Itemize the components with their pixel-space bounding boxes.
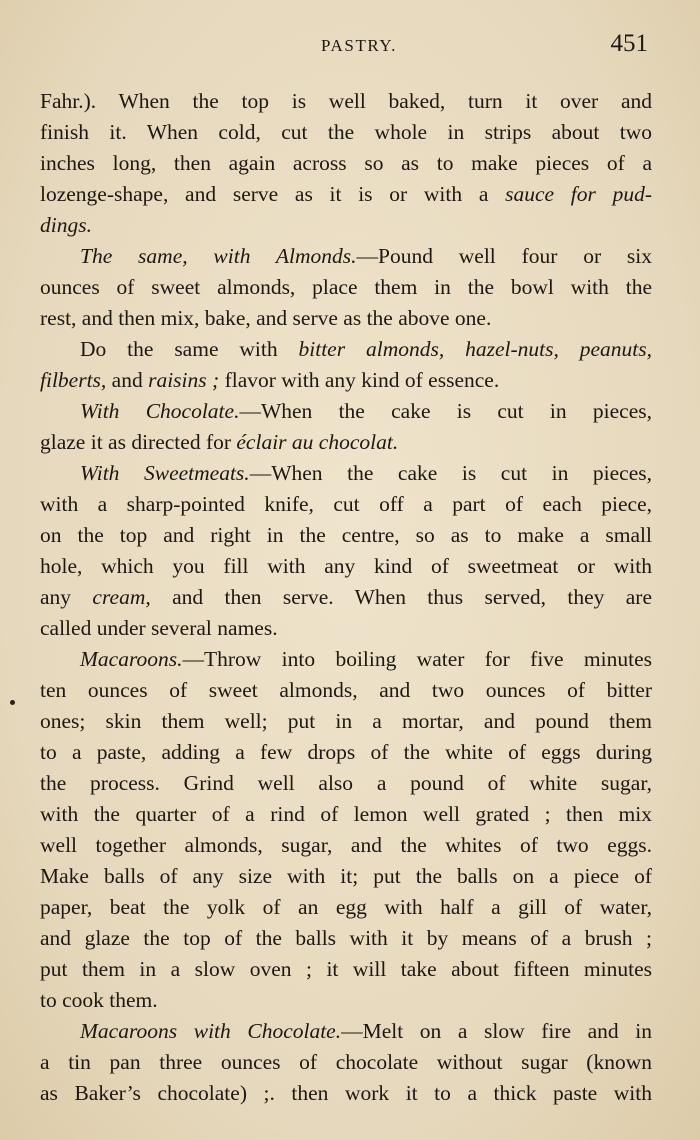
text-line [40, 861, 652, 892]
text-line [40, 1078, 652, 1109]
text-line [40, 427, 652, 458]
text-segment: and then serve. When thus served, they are [150, 585, 652, 609]
text-segment: the process. Grind well also a pound of white sugar, [40, 771, 652, 795]
text-segment: —Throw into boiling water for five minutes [182, 647, 652, 671]
running-head: PASTRY. [321, 36, 397, 55]
text-segment: with a sharp-pointed knife, cut off a part of each piece, [40, 492, 652, 516]
page-header [40, 30, 648, 64]
text-segment: with the quarter of a rind of lemon well grated ; then mix [40, 802, 652, 826]
italic-text: The same, with Almonds. [80, 244, 357, 268]
text-segment: lozenge-shape, and serve as it is or with a [40, 182, 506, 206]
text-line [40, 551, 652, 582]
text-line [40, 489, 652, 520]
text-line [40, 737, 652, 768]
text-line [40, 892, 652, 923]
text-line [40, 768, 652, 799]
text-line [40, 365, 652, 396]
text-line [40, 1016, 652, 1047]
text-line [40, 272, 652, 303]
text-segment: —When the cake is cut in pieces, [249, 461, 653, 485]
text-segment: on the top and right in the centre, so as to make a small [40, 523, 652, 547]
italic-text: sauce for pud- [505, 182, 653, 206]
text-segment: Make balls of any size with it; put the balls on a piece of [40, 864, 652, 888]
italic-text: raisins ; [148, 368, 220, 392]
page-number: 451 [610, 30, 648, 57]
text-line [40, 86, 652, 117]
text-line [40, 520, 652, 551]
text-line [40, 830, 652, 861]
text-line [40, 954, 652, 985]
text-segment: Fahr.). When the top is well baked, turn it over and [40, 89, 652, 113]
text-segment: Do the same with [80, 337, 299, 361]
text-segment: hole, which you fill with any kind of sweetmeat or with [40, 554, 652, 578]
text-line [40, 334, 652, 365]
text-segment: a tin pan three ounces of chocolate without sugar (known [40, 1050, 652, 1074]
text-line [40, 613, 652, 644]
text-line [40, 1047, 652, 1078]
text-segment: flavor with any kind of essence. [219, 368, 500, 392]
text-segment: and glaze the top of the balls with it by means of a brush ; [40, 926, 652, 950]
text-line [40, 582, 652, 613]
text-segment: rest, and then mix, bake, and serve as the above one. [40, 306, 492, 330]
text-line [40, 210, 652, 241]
body-text [40, 86, 652, 1109]
italic-text: dings. [40, 213, 92, 237]
margin-mark [10, 700, 15, 705]
italic-text: bitter almonds, hazel-nuts, peanuts, [298, 337, 652, 361]
text-line [40, 706, 652, 737]
italic-text: Macaroons with Chocolate. [80, 1019, 342, 1043]
text-segment: inches long, then again across so as to make pieces of a [40, 151, 652, 175]
text-segment: and [106, 368, 149, 392]
text-line [40, 644, 652, 675]
text-line [40, 396, 652, 427]
text-line [40, 303, 652, 334]
text-segment: glaze it as directed for [40, 430, 237, 454]
text-segment: any [40, 585, 93, 609]
text-line [40, 675, 652, 706]
italic-text: With Chocolate. [80, 399, 240, 423]
text-segment: —Pound well four or six [356, 244, 652, 268]
text-segment: ten ounces of sweet almonds, and two ounces of bitter [40, 678, 652, 702]
text-line [40, 117, 652, 148]
text-segment: to a paste, adding a few drops of the white of eggs during [40, 740, 652, 764]
text-segment: well together almonds, sugar, and the whites of two eggs. [40, 833, 652, 857]
text-line [40, 179, 652, 210]
italic-text: cream, [92, 585, 151, 609]
italic-text: éclair au chocolat. [236, 430, 399, 454]
text-line [40, 458, 652, 489]
text-line [40, 241, 652, 272]
italic-text: filberts, [40, 368, 107, 392]
text-segment: ounces of sweet almonds, place them in the bowl with the [40, 275, 652, 299]
text-segment: to cook them. [40, 988, 158, 1012]
text-segment: ones; skin them well; put in a mortar, and pound them [40, 709, 652, 733]
text-segment: finish it. When cold, cut the whole in strips about two [40, 120, 652, 144]
text-line [40, 148, 652, 179]
text-segment: —When the cake is cut in pieces, [239, 399, 653, 423]
text-segment: paper, beat the yolk of an egg with half a gill of water, [40, 895, 652, 919]
text-line [40, 799, 652, 830]
text-segment: —Melt on a slow fire and in [341, 1019, 652, 1043]
text-segment: put them in a slow oven ; it will take about fifteen minutes [40, 957, 652, 981]
text-line [40, 985, 652, 1016]
text-segment: as Baker’s chocolate) ;. then work it to a thick paste with [40, 1081, 652, 1105]
italic-text: Macaroons. [80, 647, 183, 671]
italic-text: With Sweetmeats. [80, 461, 250, 485]
text-line [40, 923, 652, 954]
text-segment: called under several names. [40, 616, 278, 640]
